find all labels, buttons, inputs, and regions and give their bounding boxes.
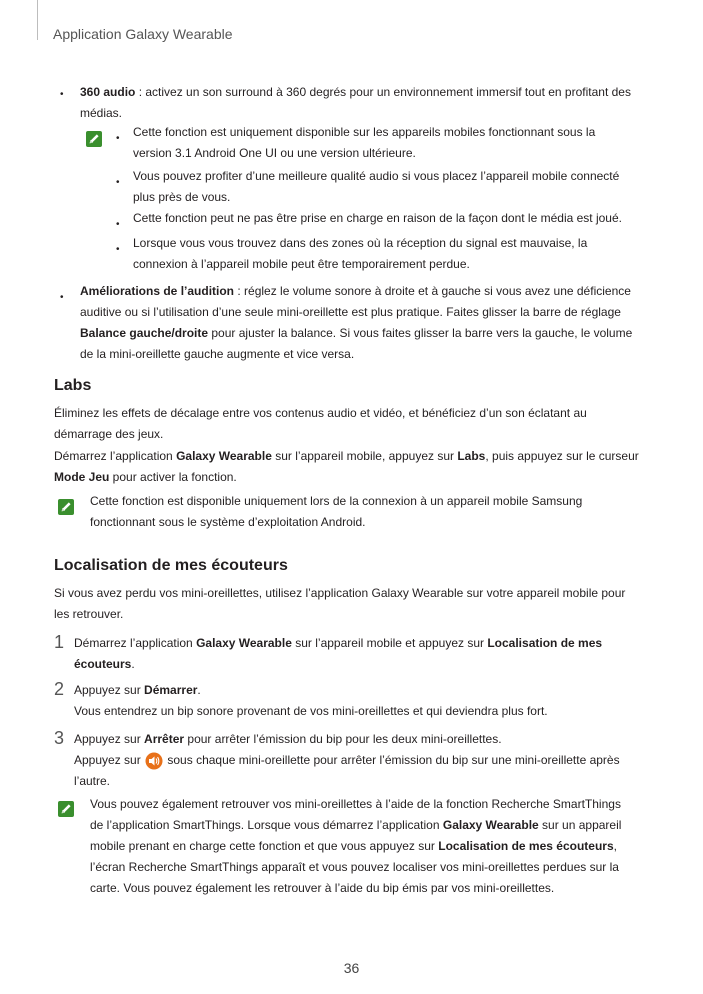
note1-item-4: Lorsque vous vous trouvez dans des zones où la réception du signal est mauvaise, la connexion à l’appareil mobile peut être temporairement perdue.	[133, 236, 588, 271]
term-ameliorations: Améliorations de l’audition	[80, 284, 235, 298]
labs-note: Cette fonction est disponible uniquement lors de la connexion à un appareil mobile Samsung fonctionnant sous le système d’exploitation Android.	[90, 494, 583, 529]
section-heading-localisation: Localisation de mes écouteurs	[54, 557, 288, 574]
labs-paragraph-2: Démarrez l’application Galaxy Wearable sur l’appareil mobile, appuyez sur Labs, puis appuyez sur le curseur Mode Jeu pour activer la fonction.	[54, 449, 639, 484]
step-number-3: 3	[54, 728, 65, 748]
bullet-dot: •	[60, 292, 64, 303]
sub-bullet-dot: •	[116, 133, 120, 144]
step-number-1: 1	[54, 632, 65, 652]
step-number-2: 2	[54, 679, 65, 699]
header-rule	[37, 0, 38, 40]
note1-item-3: Cette fonction peut ne pas être prise en charge en raison de la façon dont le média est joué.	[133, 211, 622, 225]
sub-bullet-dot: •	[116, 177, 120, 188]
note-icon	[57, 498, 75, 516]
bullet-ameliorations-audition: Améliorations de l’audition : réglez le volume sonore à droite et à gauche si vous avez une déficience auditive ou si l’utilisation d’une seule mini-oreillette est plus pratique. Faites glisser la barre de réglage Balance gauche/droite pour ajuster la balance. Si vous faites glisser la barre vers la gauche, le volume de la mini-oreillette gauche augmente et vice versa.	[80, 284, 633, 361]
locate-paragraph-1: Si vous avez perdu vos mini-oreillettes, utilisez l’application Galaxy Wearable sur votre appareil mobile pour les retrouver.	[54, 586, 626, 621]
note-icon	[57, 800, 75, 818]
sub-bullet-dot: •	[116, 219, 120, 230]
note1-item-1: Cette fonction est uniquement disponible sur les appareils mobiles fonctionnant sous la version 3.1 Android One UI ou une version ultérieure.	[133, 125, 596, 160]
speaker-icon	[145, 752, 163, 770]
locate-note: Vous pouvez également retrouver vos mini-oreillettes à l’aide de la fonction Recherche SmartThings de l’application SmartThings. Lorsque vous démarrez l’application Galaxy Wearable sur un appareil mobile prenant en charge cette fonction et que vous appuyez sur Localisation de mes écouteurs, l’écran Recherche SmartThings apparaît et vous pouvez localiser vos mini-oreillettes perdues sur la carte. Vous pouvez également les retrouver à l’aide du bip émis par vos mini-oreillettes.	[90, 797, 622, 895]
bullet-dot: •	[60, 89, 64, 100]
note-icon	[85, 130, 103, 148]
note1-item-2: Vous pouvez profiter d’une meilleure qualité audio si vous placez l’appareil mobile connecté plus près de vous.	[133, 169, 620, 204]
section-heading-labs: Labs	[54, 377, 92, 394]
term-360-audio: 360 audio	[80, 85, 136, 99]
bullet-360-audio: 360 audio : activez un son surround à 360 degrés pour un environnement immersif tout en profitant des médias.	[80, 85, 631, 120]
step-1: Démarrez l’application Galaxy Wearable sur l’appareil mobile et appuyez sur Localisation de mes écouteurs.	[74, 636, 603, 671]
sub-bullet-dot: •	[116, 244, 120, 255]
step-3: Appuyez sur Arrêter pour arrêter l’émission du bip pour les deux mini-oreillettes. Appuyez sur sous chaque mini-oreillette pour arrêter l’émission du bip sur une mini-oreillette après l’autre.	[74, 732, 620, 788]
labs-paragraph-1: Éliminez les effets de décalage entre vos contenus audio et vidéo, et bénéficiez d’un son éclatant au démarrage des jeux.	[54, 406, 587, 441]
header-title: Application Galaxy Wearable	[53, 26, 233, 42]
page-number: 36	[343, 960, 360, 976]
step-2: Appuyez sur Démarrer. Vous entendrez un bip sonore provenant de vos mini-oreillettes et qui deviendra plus fort.	[74, 683, 548, 718]
